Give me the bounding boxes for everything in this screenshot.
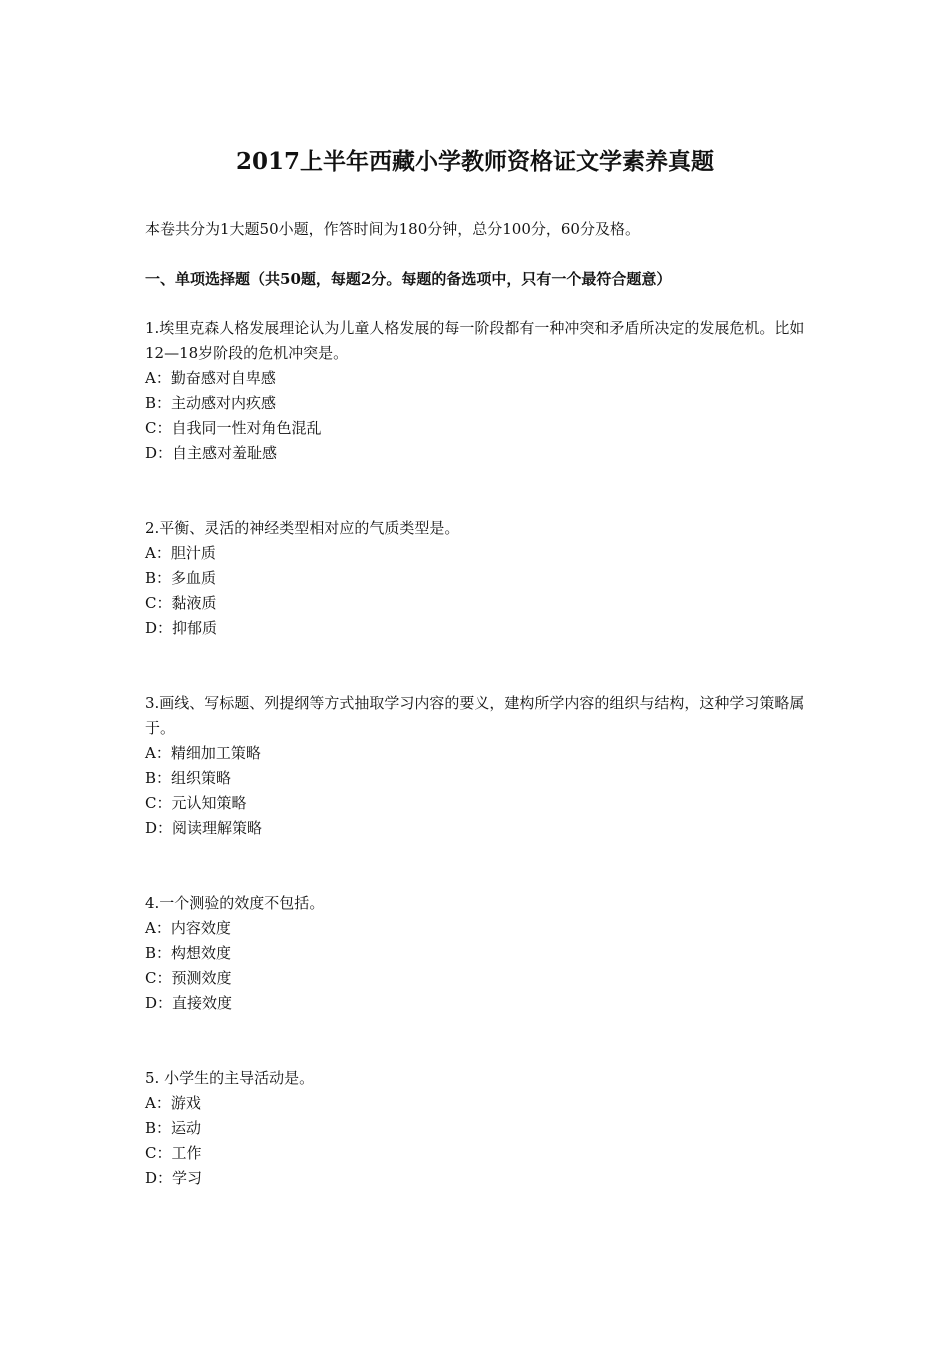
option-c: C：黏液质 xyxy=(145,594,217,612)
question-stem: 1.埃里克森人格发展理论认为儿童人格发展的每一阶段都有一种冲突和矛盾所决定的发展危机。比如12—18岁阶段的危机冲突是。 xyxy=(145,319,805,362)
option-b: B：多血质 xyxy=(145,569,217,587)
option-b: B：主动感对内疚感 xyxy=(145,394,277,412)
option-d: D：阅读理解策略 xyxy=(145,819,263,837)
option-a: A：精细加工策略 xyxy=(145,744,261,762)
option-c: C：元认知策略 xyxy=(145,794,247,812)
question-4 xyxy=(145,891,810,1016)
option-c: C：工作 xyxy=(145,1144,202,1162)
question-5 xyxy=(145,1066,810,1191)
option-a: A：内容效度 xyxy=(145,919,231,937)
option-a: A：游戏 xyxy=(145,1094,201,1112)
question-stem: 4.一个测验的效度不包括。 xyxy=(145,894,325,912)
option-b: B：组织策略 xyxy=(145,769,232,787)
option-d: D：自主感对羞耻感 xyxy=(145,444,278,462)
question-stem: 3.画线、写标题、列提纲等方式抽取学习内容的要义，建构所学内容的组织与结构，这种学习策略属于。 xyxy=(145,694,805,737)
question-stem: 5. 小学生的主导活动是。 xyxy=(145,1069,315,1087)
question-2 xyxy=(145,516,810,641)
option-a: A：胆汁质 xyxy=(145,544,216,562)
option-d: D：直接效度 xyxy=(145,994,233,1012)
section-heading: 一、单项选择题（共50题，每题2分。每题的备选项中，只有一个最符合题意） xyxy=(145,270,672,288)
option-d: D：抑郁质 xyxy=(145,619,218,637)
option-c: C：自我同一性对角色混乱 xyxy=(145,419,322,437)
option-a: A：勤奋感对自卑感 xyxy=(145,369,276,387)
exam-intro: 本卷共分为1大题50小题，作答时间为180分钟，总分100分，60分及格。 xyxy=(145,220,640,238)
question-3 xyxy=(145,691,810,841)
question-stem: 2.平衡、灵活的神经类型相对应的气质类型是。 xyxy=(145,519,460,537)
option-c: C：预测效度 xyxy=(145,969,232,987)
page-title: 2017上半年西藏小学教师资格证文学素养真题 xyxy=(235,148,714,175)
option-b: B：构想效度 xyxy=(145,944,232,962)
question-1 xyxy=(145,316,810,466)
option-d: D：学习 xyxy=(145,1169,203,1187)
option-b: B：运动 xyxy=(145,1119,202,1137)
